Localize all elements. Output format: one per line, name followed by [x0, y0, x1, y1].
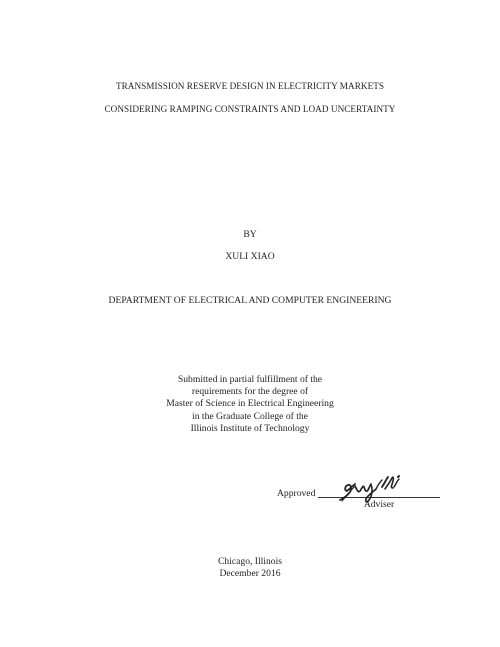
adviser-label: Adviser [363, 499, 395, 510]
approved-label: Approved [277, 488, 316, 499]
thesis-title-line-2: CONSIDERING RAMPING CONSTRAINTS AND LOAD UNCERTAINTY [104, 104, 396, 114]
approval-block [0, 470, 500, 520]
submission-line-4: in the Graduate College of the [192, 410, 308, 422]
author-name: XULI XIAO [225, 251, 275, 262]
submission-statement [0, 374, 500, 435]
date: December 2016 [219, 568, 281, 580]
submission-line-3: Master of Science in Electrical Engineering [166, 398, 334, 410]
submission-line-2: requirements for the degree of [191, 386, 309, 398]
submission-line-5: Illinois Institute of Technology [190, 422, 310, 434]
department-name: DEPARTMENT OF ELECTRICAL AND COMPUTER ENGINEERING [108, 295, 392, 306]
by-label: BY [243, 229, 257, 240]
thesis-title-line-1: TRANSMISSION RESERVE DESIGN IN ELECTRICITY MARKETS [115, 81, 385, 91]
place: Chicago, Illinois [218, 556, 282, 567]
place-date-block [0, 556, 500, 580]
submission-line-1: Submitted in partial fulfillment of the [177, 374, 323, 385]
